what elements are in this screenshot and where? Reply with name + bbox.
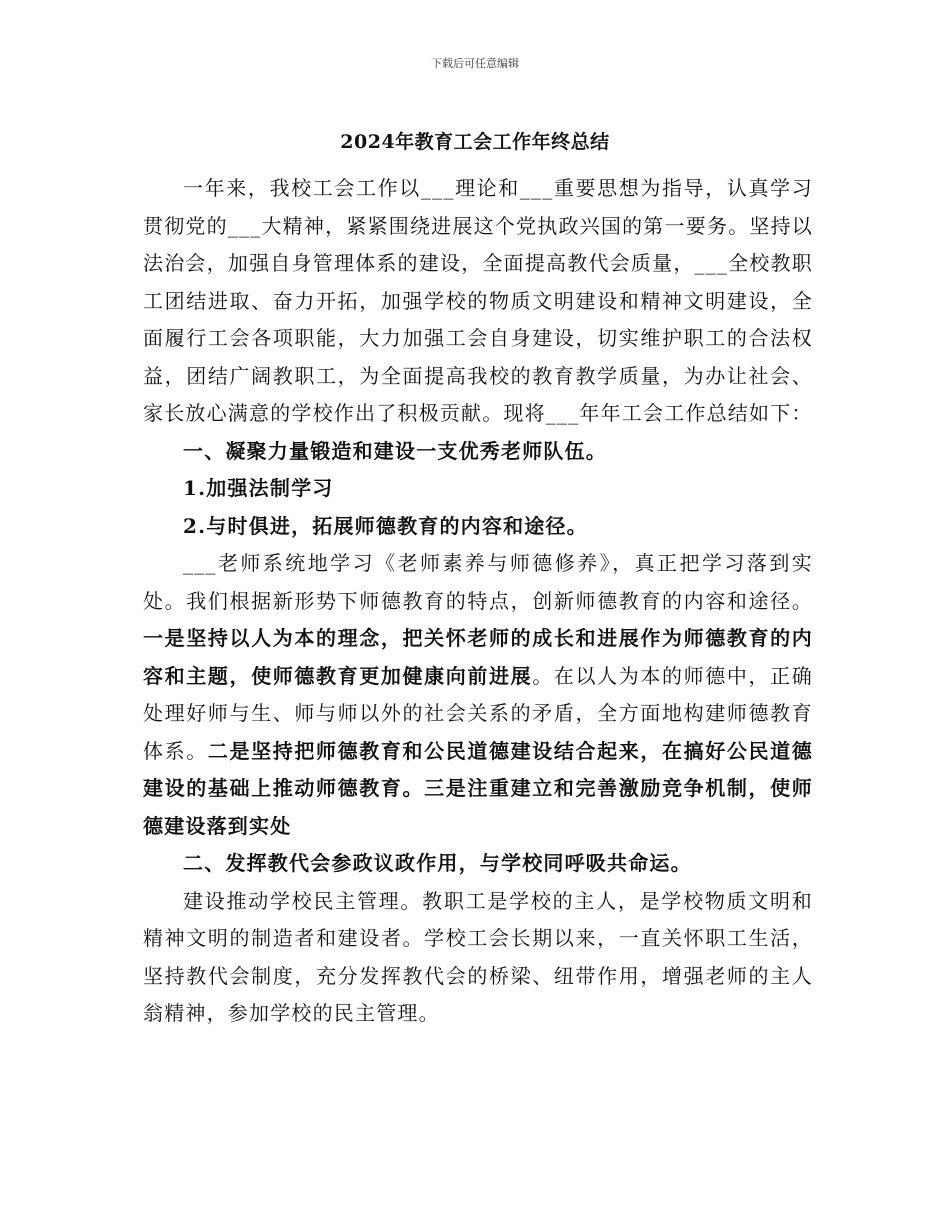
ethics-text-3: 。	[402, 776, 425, 800]
ethics-point-3: 三是注重建立和完善激励竞争机制，使师德建设落到实处	[143, 776, 813, 838]
document-title: 2024年教育工会工作年终总结	[340, 131, 610, 153]
ethics-paragraph	[143, 545, 813, 845]
ethics-text-2: 。在以人为本的师德中，正确处理好师与生、师与师以外的社会关系的矛盾，全方面地构建师德教育体系。	[143, 663, 813, 763]
section-heading-2: 二、发挥教代会参政议政作用，与学校同呼吸共命运。	[183, 851, 692, 875]
ethics-point-1: 一是坚持以人为本的理念，把关怀老师的成长和进展作为师德教育的内容和主题，使师德教育更加健康向前进展	[143, 626, 813, 688]
document-body	[143, 170, 813, 1033]
header-note: 下载后可任意编辑	[431, 57, 519, 70]
ethics-point-2: 二是坚持把师德教育和公民道德建设结合起来，在搞好公民道德建设的基础上推动师德教育	[143, 738, 813, 800]
section-heading-1: 一、凝聚力量锻造和建设一支优秀老师队伍。	[183, 438, 607, 463]
subsection-heading-1: 1.加强法制学习	[183, 476, 334, 500]
ethics-text-1: ___老师系统地学习《老师素养与师德修养》，真正把学习落到实处。我们根据新形势下师德教育的特点，创新师德教育的内容和途径。	[143, 551, 813, 613]
subsection-heading-2: 2.与时俱进，拓展师德教育的内容和途径。	[183, 513, 588, 538]
democracy-paragraph: 建设推动学校民主管理。教职工是学校的主人，是学校物质文明和精神文明的制造者和建设者。学校工会长期以来，一直关怀职工生活，坚持教代会制度，充分发挥教代会的桥梁、纽带作用，增强老师的主人翁精神，参加学校的民主管理。	[143, 888, 813, 1025]
intro-paragraph: 一年来，我校工会工作以___理论和___重要思想为指导，认真学习贯彻党的___大精神，紧紧围绕进展这个党执政兴国的第一要务。坚持以法治会，加强自身管理体系的建设，全面提高教代会质量，___全校教职工团结进取、奋力开拓，加强学校的物质文明建设和精神文明建设，全面履行工会各项职能，大力加强工会自身建设，切实维护职工的合法权益，团结广阔教职工，为全面提高我校的教育教学质量，为办让社会、家长放心满意的学校作出了积极贡献。现将___年年工会工作总结如下：	[143, 176, 813, 425]
